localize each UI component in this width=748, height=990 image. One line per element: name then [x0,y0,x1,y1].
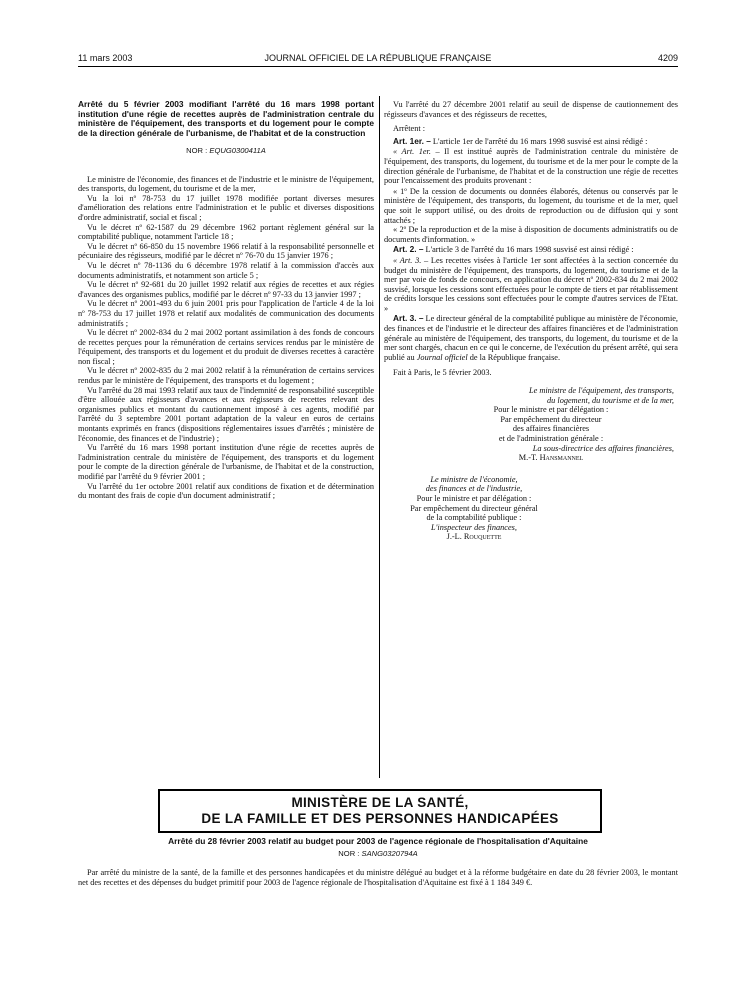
article-1 [384,137,678,147]
art2-text: L'article 3 de l'arrêté du 16 mars 1998 susvisé est ainsi rédigé : [425,245,634,255]
sig1-role: La sous-directrice des affaires financières, [532,443,674,453]
running-header [78,53,678,67]
sig1-line: et de l'administration générale : [498,434,604,443]
visa-item: Vu l'arrêté du 16 mars 1998 portant institution d'une régie de recettes auprès de l'administration centrale du ministère de l'équipement, des transports et du logement pour le compte de la direction générale de l'urbanisme, de l'habitat et de la construction, modifié par l'arrêté du 9 février 2001 ; [78,443,374,481]
sig1-name: M.-T. Hansmannel [518,453,584,463]
ministry-line-1: MINISTÈRE DE LA SANTÉ, [291,795,469,810]
journal-officiel-ref: Journal officiel [416,352,468,362]
sig2-role: L'inspecteur des finances, [431,522,517,532]
header-date: 11 mars 2003 [78,53,133,63]
visa-intro: Le ministre de l'économie, des finances et de l'industrie et le ministre de l'équipement, des transports, du logement, du tourisme et de la mer, [78,174,374,194]
visa-item: Vu la loi nº 78-753 du 17 juillet 1978 modifiée portant diverses mesures d'amélioration des relations entre l'administration et le public et diverses dispositions d'ordre administratif, social et fiscal ; [78,193,374,222]
sig1-line: Par empêchement du directeur [500,414,602,424]
sig1-line: Pour le ministre et par délégation : [493,405,609,415]
sig2-line: de la comptabilité publique : [426,513,522,523]
visa-item: Vu l'arrêté du 27 décembre 2001 relatif au seuil de dispense de cautionnement des régisseurs d'avances et des régisseurs de recettes, [384,100,678,119]
sig1-line: des affaires financières [512,424,590,434]
sig2-name: J.-L. Rouquette [446,532,502,542]
art1-label: Art. 1er. – [393,135,431,146]
nor-label: NOR : [338,849,360,858]
ministry-line-2: DE LA FAMILLE ET DES PERSONNES HANDICAPÉES [201,811,559,826]
arretent: Arrêtent : [393,124,426,134]
art1-quote-label: « Art. 1er. – [393,147,440,157]
art3-text-end: de la République française. [469,352,561,362]
ministry-heading-box [158,789,602,833]
art1-quote-text: Il est institué auprès de l'administration centrale du ministère de l'équipement, des transports, du logement, du tourisme et de la mer pour le compte de la direction générale de l'urbanisme, de l'habitat et de la construction une régie de recettes pour l'encaissement des produits provenant : [384,147,679,186]
art2-label: Art. 2. – [393,244,424,255]
nor-label: NOR : [186,146,208,155]
visa-item: Vu le décret nº 62-1587 du 29 décembre 1962 portant règlement général sur la comptabilité publique, notamment l'article 18 ; [78,222,374,242]
art3-text: Le directeur général de la comptabilité publique au ministère de l'économie, des finances et de l'industrie et le directeur des affaires financières et de l'administration générale au ministère de l'équipement, des transports, du logement, du tourisme et de la mer sont chargés, chacun en ce qui le concerne, de l'exécution du présent arrêté, qui sera publié au [384,314,679,362]
article-3 [384,314,678,362]
visa-item: Vu le décret nº 2001-493 du 6 juin 2001 pris pour l'application de l'article 4 de la loi nº 78-753 du 17 juillet 1978 et relatif aux modalités de communication des documents administratifs ; [78,299,374,328]
article-1-item-2: « 2º De la reproduction et de la mise à disposition de documents administratifs ou de documents d'information. » [384,225,678,244]
header-page-number: 4209 [657,53,678,63]
nor-value: EQUG0300411A [209,146,266,155]
arrete1-title: Arrêté du 5 février 2003 modifiant l'arrêté du 16 mars 1998 portant institution d'une régie de recettes auprès de l'administration centrale du ministère de l'équipement, des transports et du logement pour le compte de la direction générale de l'urbanisme, de l'habitat et de la construction [78,99,374,138]
arrete2-title: Arrêté du 28 février 2003 relatif au budget pour 2003 de l'agence régionale de l'hospitalisation d'Aquitaine [168,836,588,846]
sig1-minister: du logement, du tourisme et de la mer, [547,395,674,405]
art1-text: L'article 1er de l'arrêté du 16 mars 1998 susvisé est ainsi rédigé : [432,136,648,146]
signature-block-1 [384,386,678,463]
sig2-minister: des finances et de l'industrie, [425,484,523,494]
fait-a-paris: Fait à Paris, le 5 février 2003. [393,368,492,378]
article-1-quote [384,147,678,185]
sig1-minister: Le ministre de l'équipement, des transports, [528,386,674,396]
sig2-line: Pour le ministre et par délégation : [416,493,532,503]
visa-item: Vu l'arrêté du 1er octobre 2001 relatif aux conditions de fixation et de détermination du montant des frais de copie d'un document administratif ; [78,481,374,501]
art2-quote-text: Les recettes visées à l'article 1er sont affectées à la section concernée du budget du ministère de l'équipement, des transports, du logement, du tourisme et de la mer par voie de fonds de concours, en application du décret nº 2002-834 du 2 mai 2002 susvisé, lorsque les cessions sont effectuées pour le compte de tiers et par rétablissement de crédits lorsque les cessions sont effectuées pour le compte d'autres services de l'Etat. » [384,255,678,313]
arrete2-nor [78,849,678,858]
visa-item: Vu le décret nº 92-681 du 20 juillet 1992 relatif aux régies de recettes et aux régies d'avances des organismes publics, modifié par le décret nº 97-33 du 13 janvier 1997 ; [78,280,374,299]
visa-item: Vu le décret nº 78-1136 du 6 décembre 1978 relatif à la commission d'accès aux documents administratifs, et notamment son article 5 ; [78,260,374,280]
right-column [384,100,678,542]
visa-item: Vu le décret nº 2002-834 du 2 mai 2002 portant assimilation à des fonds de concours de recettes perçues pour la rémunération de certains services rendus par le ministère de l'équipement, des transports et du logement et du produit de diverses recettes à caractère non fiscal ; [78,328,374,366]
left-column [78,100,374,501]
art3-label: Art. 3. – [393,313,424,324]
column-separator [379,96,380,778]
header-journal-title: JOURNAL OFFICIEL DE LA RÉPUBLIQUE FRANÇAISE [264,53,492,63]
art2-quote-label: « Art. 3. – [393,255,429,265]
visa-item: Vu l'arrêté du 28 mai 1993 relatif aux taux de l'indemnité de responsabilité susceptible d'être allouée aux régisseurs d'avances et aux régisseurs de recettes relevant des organismes publics et montant du cautionnement imposé à ces agents, modifié par l'arrêté du 3 septembre 2001 portant adaptation de la valeur en euros de certains montants exprimés en francs (dispositions réglementaires issues d'arrêtés ; ministère de l'économie, des finances et de l'industrie) ; [78,385,374,443]
sig2-line: Par empêchement du directeur général [410,503,538,513]
arrete2-body: Par arrêté du ministre de la santé, de la famille et des personnes handicapées et du ministre délégué au budget et à la réforme budgétaire en date du 28 février 2003, le montant net des recettes et des dépenses du budget primitif pour 2003 de l'agence régionale de l'hospitalisation d'Aquitaine est fixé à 1 184 349 €. [78,868,678,887]
sig2-minister: Le ministre de l'économie, [430,474,518,484]
article-2 [384,245,678,255]
visa-item: Vu le décret nº 66-850 du 15 novembre 1966 relatif à la responsabilité personnelle et pécuniaire des régisseurs, modifié par le décret nº 76-70 du 15 janvier 1976 ; [78,241,374,261]
arrete1-nor [78,146,374,156]
nor-value: SANG0320794A [361,849,418,858]
visa-item: Vu le décret nº 2002-835 du 2 mai 2002 relatif à la rémunération de certains services rendus par le ministère de l'équipement, des transports et du logement ; [78,366,374,386]
article-1-item-1: « 1º De la cession de documents ou données élaborés, détenus ou conservés par le ministère de l'équipement, des transports, du logement, du tourisme et de la mer, quel que soit le support utilisé, ou des droits de reproduction ou de diffusion qui y sont attachés ; [384,186,678,225]
signature-block-2 [384,475,564,542]
header-rule [78,66,678,67]
article-2-quote [384,256,678,314]
